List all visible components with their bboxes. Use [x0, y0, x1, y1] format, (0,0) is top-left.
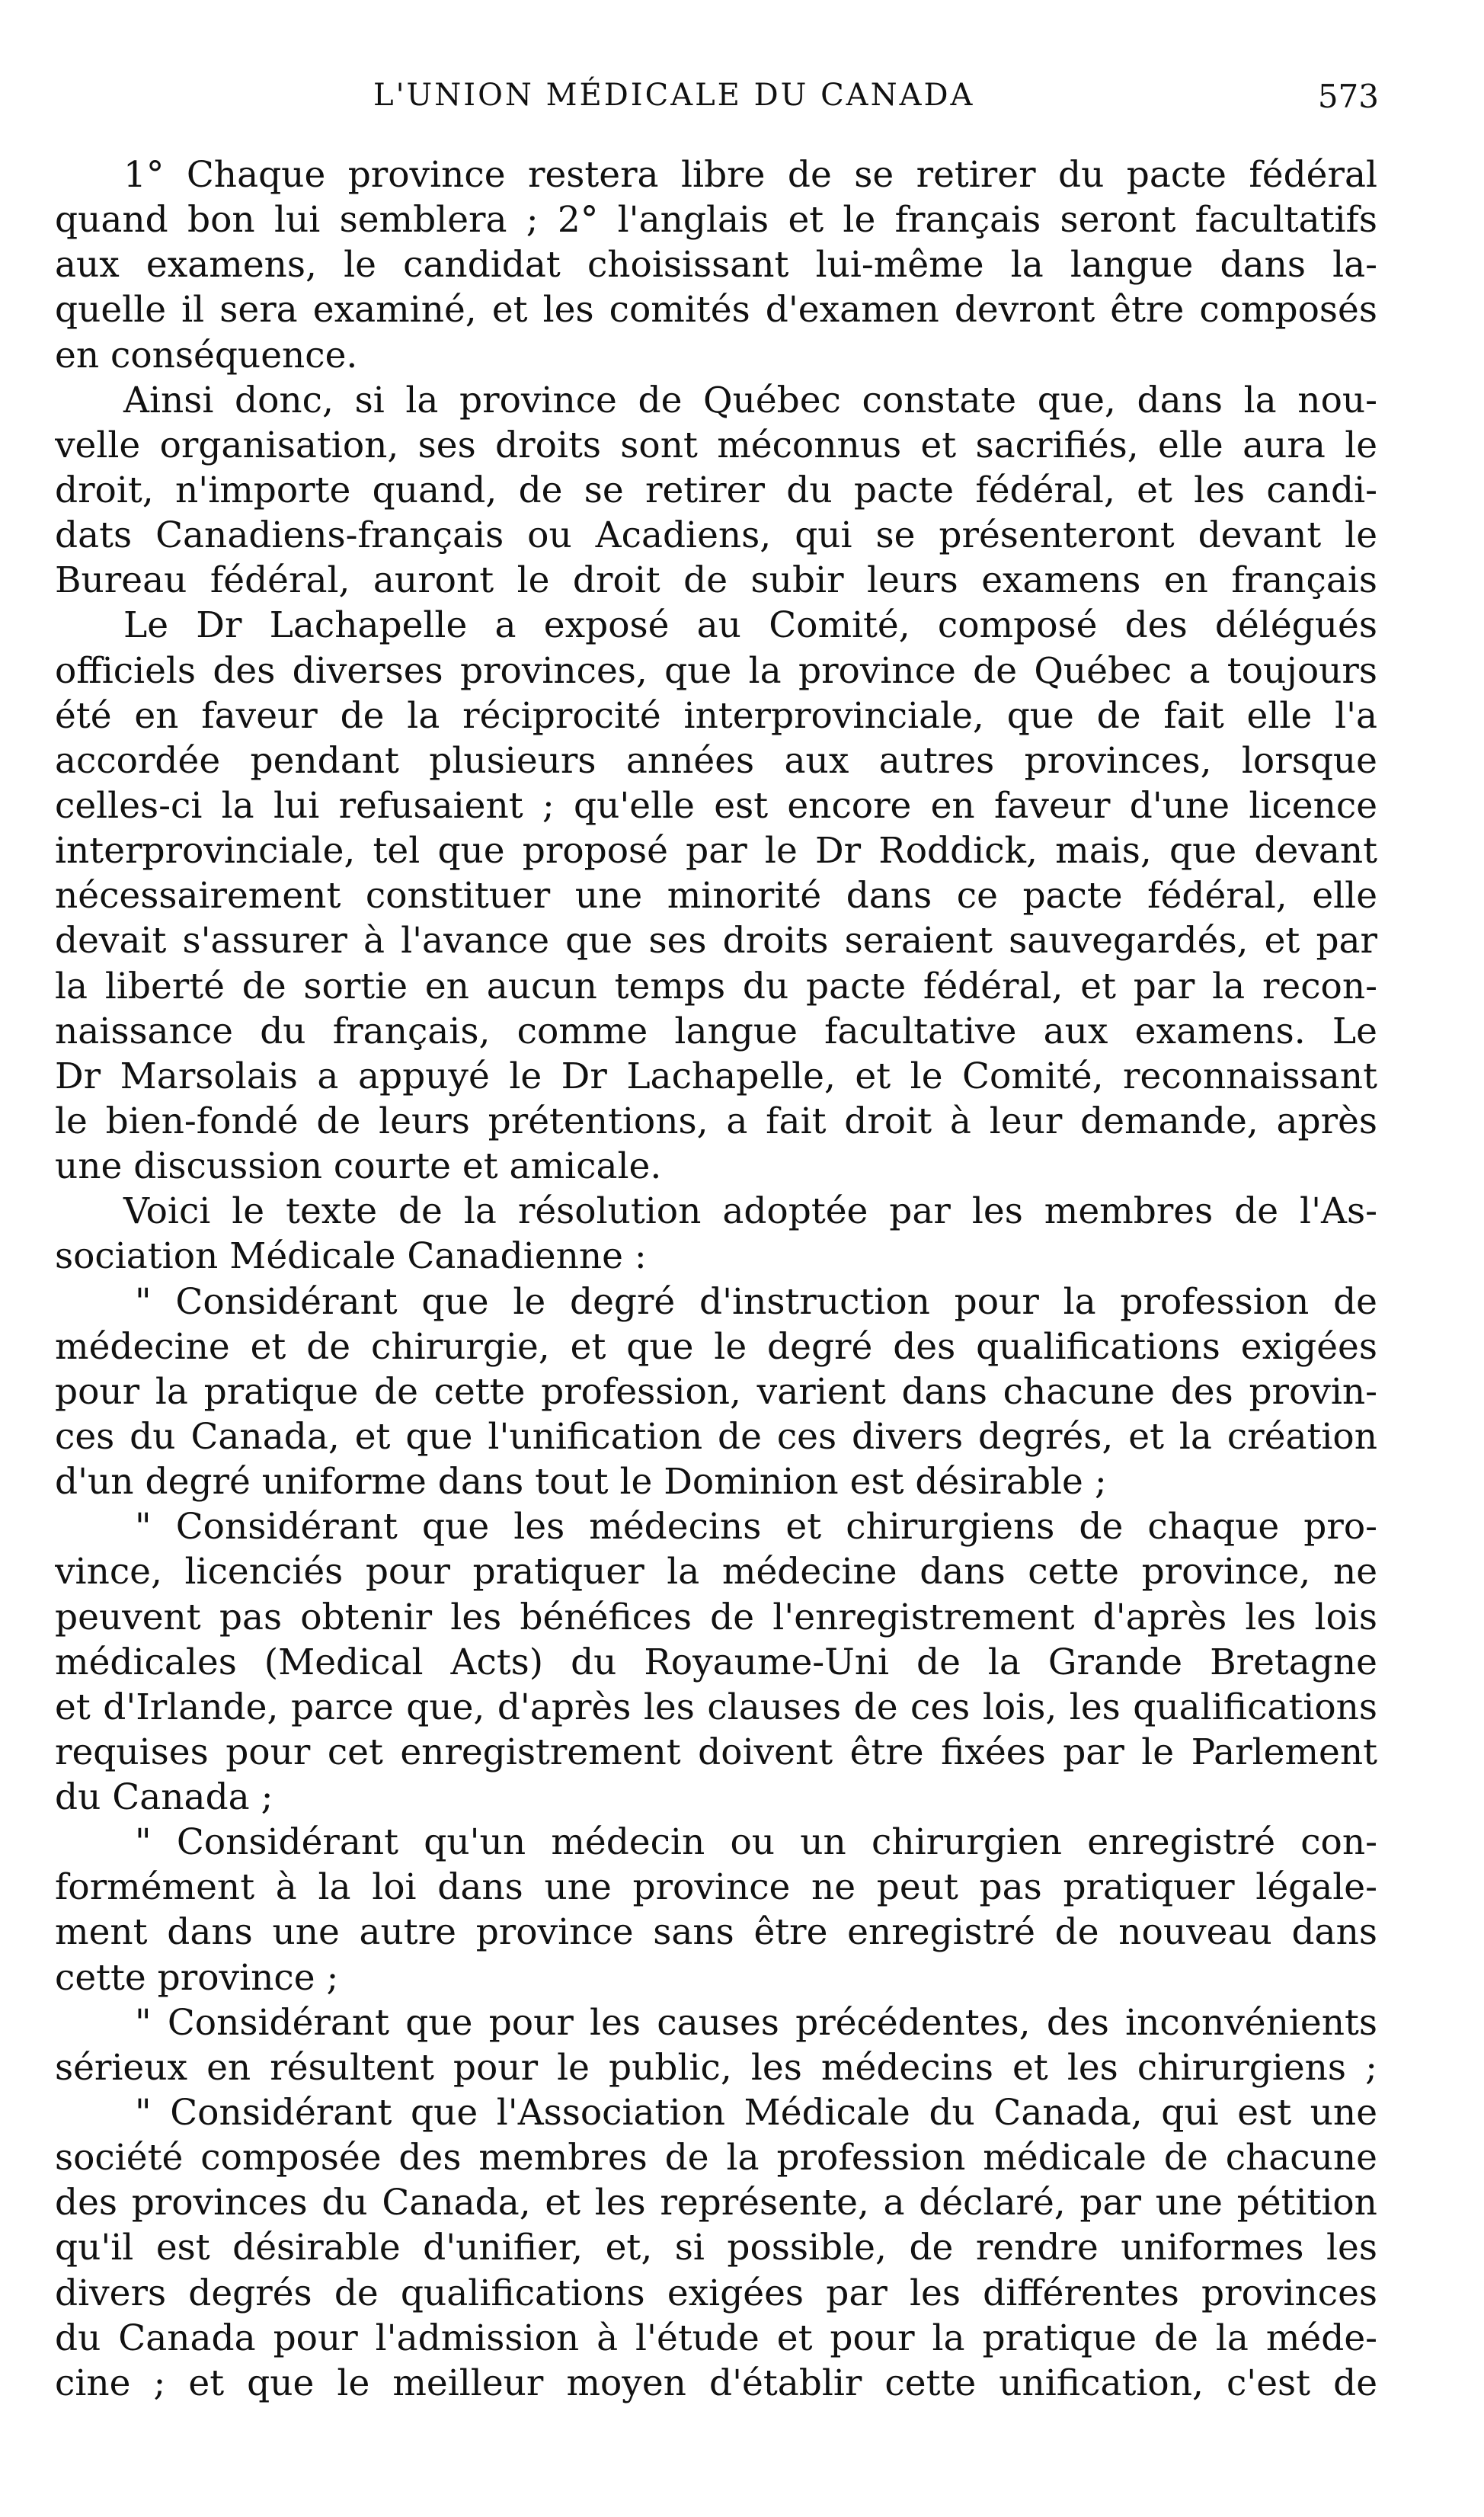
text-line: société composée des membres de la profession médicale de chacune — [55, 2137, 1377, 2179]
text-line: interprovinciale, tel que proposé par le Dr Roddick, mais, que devant — [55, 830, 1377, 873]
text-line: du Canada pour l'admission à l'étude et pour la pratique de la méde- — [55, 2317, 1377, 2359]
text-line: une discussion courte et amicale. — [55, 1145, 662, 1188]
text-line: officiels des diverses provinces, que la province de Québec a toujours — [55, 649, 1377, 692]
page-number: 573 — [1317, 78, 1379, 115]
text-line: Voici le texte de la résolution adoptée par les membres de l'As- — [123, 1190, 1377, 1233]
text-line: sociation Médicale Canadienne : — [55, 1235, 647, 1278]
text-line: devait s'assurer à l'avance que ses droits seraient sauvegardés, et par — [55, 920, 1377, 962]
text-line: la liberté de sortie en aucun temps du pacte fédéral, et par la recon- — [55, 965, 1377, 1007]
text-line: formément à la loi dans une province ne peut pas pratiquer légale- — [55, 1866, 1377, 1909]
text-line: peuvent pas obtenir les bénéfices de l'enregistrement d'après les lois — [55, 1596, 1377, 1638]
text-line: Le Dr Lachapelle a exposé au Comité, composé des délégués — [123, 604, 1377, 647]
text-line: Dr Marsolais a appuyé le Dr Lachapelle, et le Comité, reconnaissant — [55, 1055, 1377, 1097]
text-line: aux examens, le candidat choisissant lui-même la langue dans la- — [55, 244, 1377, 287]
text-line: et d'Irlande, parce que, d'après les clauses de ces lois, les qualifications — [55, 1686, 1377, 1728]
text-line: Ainsi donc, si la province de Québec constate que, dans la nou- — [123, 379, 1377, 421]
text-line: " Considérant qu'un médecin ou un chirurgien enregistré con- — [135, 1821, 1377, 1864]
text-line: le bien-fondé de leurs prétentions, a fait droit à leur demande, après — [55, 1100, 1377, 1142]
text-line: sérieux en résultent pour le public, les médecins et les chirurgiens ; — [55, 2046, 1377, 2089]
text-line: celles-ci la lui refusaient ; qu'elle est encore en faveur d'une licence — [55, 784, 1377, 827]
text-line: d'un degré uniforme dans tout le Dominion est désirable ; — [55, 1461, 1107, 1503]
text-line: ment dans une autre province sans être enregistré de nouveau dans — [55, 1911, 1377, 1954]
running-title: L'UNION MÉDICALE DU CANADA — [373, 78, 975, 113]
text-line: droit, n'importe quand, de se retirer du pacte fédéral, et les candi- — [55, 469, 1377, 511]
text-line: " Considérant que les médecins et chirurgiens de chaque pro- — [135, 1506, 1377, 1548]
text-line: naissance du français, comme langue facultative aux examens. Le — [55, 1010, 1377, 1052]
text-line: dats Canadiens-français ou Acadiens, qui se présenteront devant le — [55, 514, 1377, 557]
text-line: du Canada ; — [55, 1776, 273, 1819]
text-line: quelle il sera examiné, et les comités d'examen devront être composés — [55, 289, 1377, 331]
text-line: en conséquence. — [55, 334, 358, 376]
text-line: ces du Canada, et que l'unification de ces divers degrés, et la création — [55, 1415, 1377, 1458]
text-line: quand bon lui semblera ; 2° l'anglais et le français seront facultatifs — [55, 199, 1377, 242]
text-line: médicales (Medical Acts) du Royaume-Uni de la Grande Bretagne — [55, 1641, 1377, 1683]
text-line: requises pour cet enregistrement doivent être fixées par le Parlement — [55, 1731, 1377, 1773]
text-line: pour la pratique de cette profession, varient dans chacune des provin- — [55, 1370, 1377, 1413]
page-header — [114, 78, 1379, 123]
text-line: été en faveur de la réciprocité interprovinciale, que de fait elle l'a — [55, 694, 1377, 737]
text-line: des provinces du Canada, et les représente, a déclaré, par une pétition — [55, 2182, 1377, 2224]
text-line: qu'il est désirable d'unifier, et, si possible, de rendre uniformes les — [55, 2227, 1377, 2269]
text-line: cette province ; — [55, 1956, 339, 1999]
text-line: " Considérant que l'Association Médicale du Canada, qui est une — [135, 2092, 1377, 2134]
text-line: " Considérant que le degré d'instruction pour la profession de — [135, 1280, 1377, 1323]
text-line: 1° Chaque province restera libre de se retirer du pacte fédéral — [123, 154, 1377, 196]
text-line: " Considérant que pour les causes précédentes, des inconvénients — [135, 2001, 1377, 2044]
text-line: nécessairement constituer une minorité dans ce pacte fédéral, elle — [55, 875, 1377, 917]
text-line: divers degrés de qualifications exigées par les différentes provinces — [55, 2272, 1377, 2314]
text-line: accordée pendant plusieurs années aux autres provinces, lorsque — [55, 739, 1377, 782]
body-text — [55, 152, 1377, 2406]
text-line: Bureau fédéral, auront le droit de subir leurs examens en français — [55, 559, 1377, 602]
text-line: médecine et de chirurgie, et que le degré des qualifications exigées — [55, 1325, 1377, 1368]
text-line: vince, licenciés pour pratiquer la médecine dans cette province, ne — [55, 1551, 1377, 1593]
text-line: cine ; et que le meilleur moyen d'établir cette unification, c'est de — [55, 2362, 1377, 2404]
text-line: velle organisation, ses droits sont méconnus et sacrifiés, elle aura le — [55, 424, 1377, 466]
